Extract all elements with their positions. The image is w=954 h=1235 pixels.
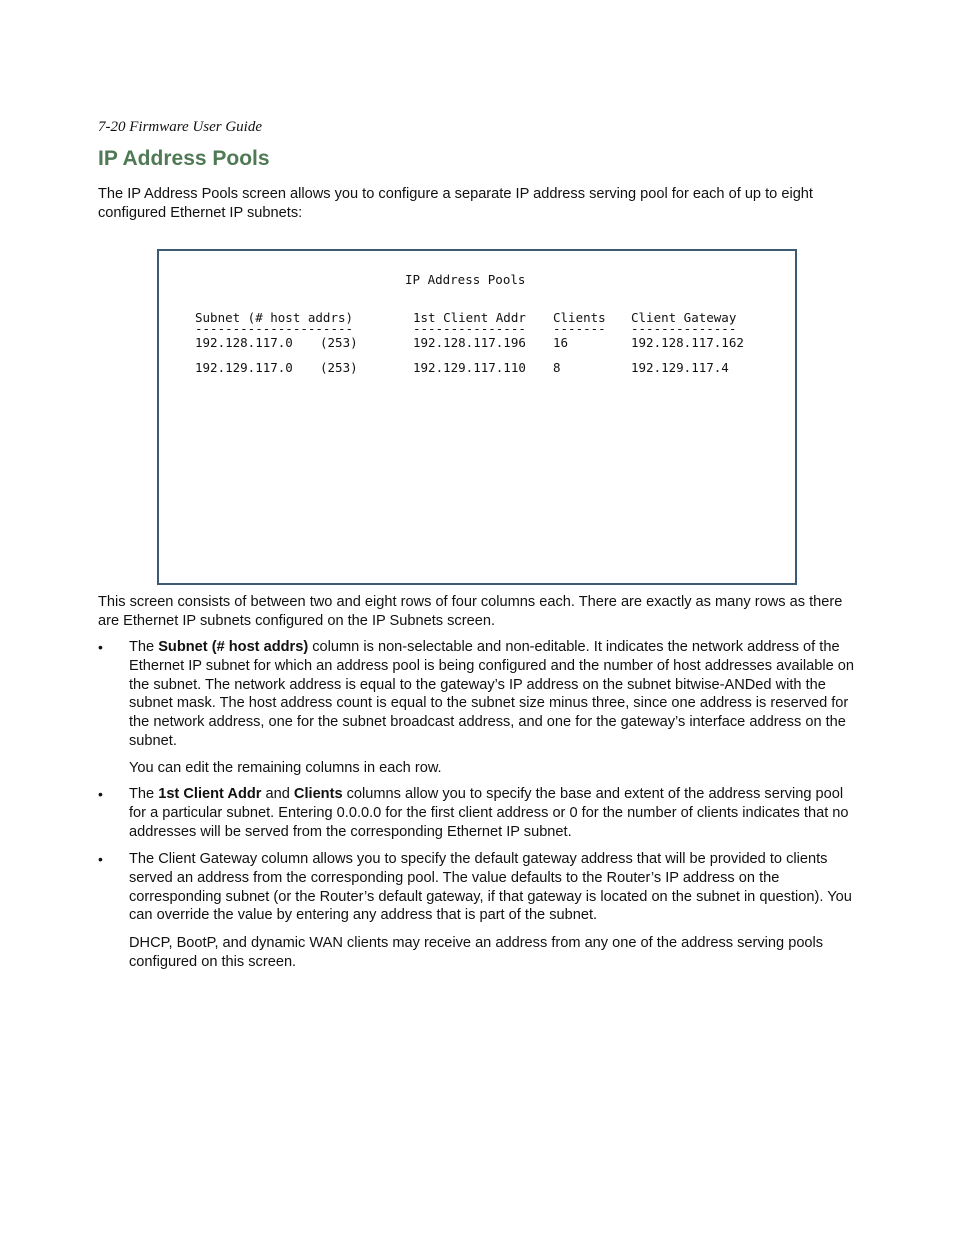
- header-clients: Clients: [553, 310, 606, 325]
- row-2-first-client[interactable]: 192.129.117.110: [413, 360, 526, 375]
- running-head: 7-20 Firmware User Guide: [98, 119, 263, 135]
- screen-capture-box: [157, 249, 797, 585]
- rows-paragraph: This screen consists of between two and eight rows of four columns each. There are exactly as many rows as there are Ethernet IP subnets configured on the IP Subnets screen.: [98, 594, 843, 629]
- row-1-first-client[interactable]: 192.128.117.196: [413, 335, 526, 350]
- bullet-gateway: The Client Gateway column allows you to specify the default gateway address that will be provided to clients served an address from the corresponding pool. The value defaults to the Router’s IP address on the corresponding subnet (or the Router’s default gateway, if that gateway is located on the subnet in question). You can override the value by entering any address that is part of the subnet.: [129, 851, 852, 924]
- divider-first-client: ---------------: [413, 321, 526, 336]
- divider-gateway: --------------: [631, 321, 737, 336]
- bullet-dot: •: [98, 851, 103, 867]
- term-clients: Clients: [293, 786, 343, 802]
- divider-clients: -------: [553, 321, 606, 336]
- screen-title: IP Address Pools: [405, 272, 526, 287]
- row-2-subnet: 192.129.117.0: [195, 360, 293, 375]
- row-1-hosts: (253): [320, 335, 358, 350]
- row-1-clients[interactable]: 16: [553, 335, 569, 350]
- header-first-client: 1st Client Addr: [413, 310, 526, 325]
- bullet-subnet: The Subnet (# host addrs) column is non-selectable and non-editable. It indicates the network address of the Ethernet IP subnet for which an address pool is being configured and the number of host addresses available on the subnet. The network address is equal to the gateway’s IP address on the subnet bitwise-ANDed with the subnet mask. The host address count is equal to the subnet size minus three, since one address is reserved for the network address, one for the subnet broadcast address, and one for the gateway’s interface address on the subnet.: [129, 639, 855, 749]
- row-1-subnet: 192.128.117.0: [195, 335, 293, 350]
- term-subnet: Subnet (# host addrs): [158, 639, 309, 655]
- bullet-dot: •: [98, 639, 103, 655]
- row-2-gateway[interactable]: 192.129.117.4: [631, 360, 729, 375]
- bullet-dot: •: [98, 786, 103, 802]
- bullet-gateway-followup: DHCP, BootP, and dynamic WAN clients may receive an address from any one of the address serving pools configured on this screen.: [129, 935, 824, 970]
- header-gateway: Client Gateway: [631, 310, 737, 325]
- section-title: IP Address Pools: [98, 147, 270, 170]
- divider-subnet: ---------------------: [195, 321, 354, 336]
- row-1-gateway[interactable]: 192.128.117.162: [631, 335, 744, 350]
- term-first-client: 1st Client Addr: [158, 786, 262, 802]
- bullet-subnet-followup: You can edit the remaining columns in each row.: [129, 760, 442, 776]
- bullet-client-addr: The 1st Client Addr and Clients columns allow you to specify the base and extent of the address serving pool for a particular subnet. Entering 0.0.0.0 for the first client address or 0 for the number of clients indicates that no addresses will be served from the corresponding Ethernet IP subnet.: [129, 786, 849, 840]
- header-subnet: Subnet (# host addrs): [195, 310, 354, 325]
- row-2-clients[interactable]: 8: [553, 360, 561, 375]
- row-2-hosts: (253): [320, 360, 358, 375]
- intro-paragraph: The IP Address Pools screen allows you to configure a separate IP address serving pool for each of up to eight configured Ethernet IP subnets:: [98, 186, 813, 221]
